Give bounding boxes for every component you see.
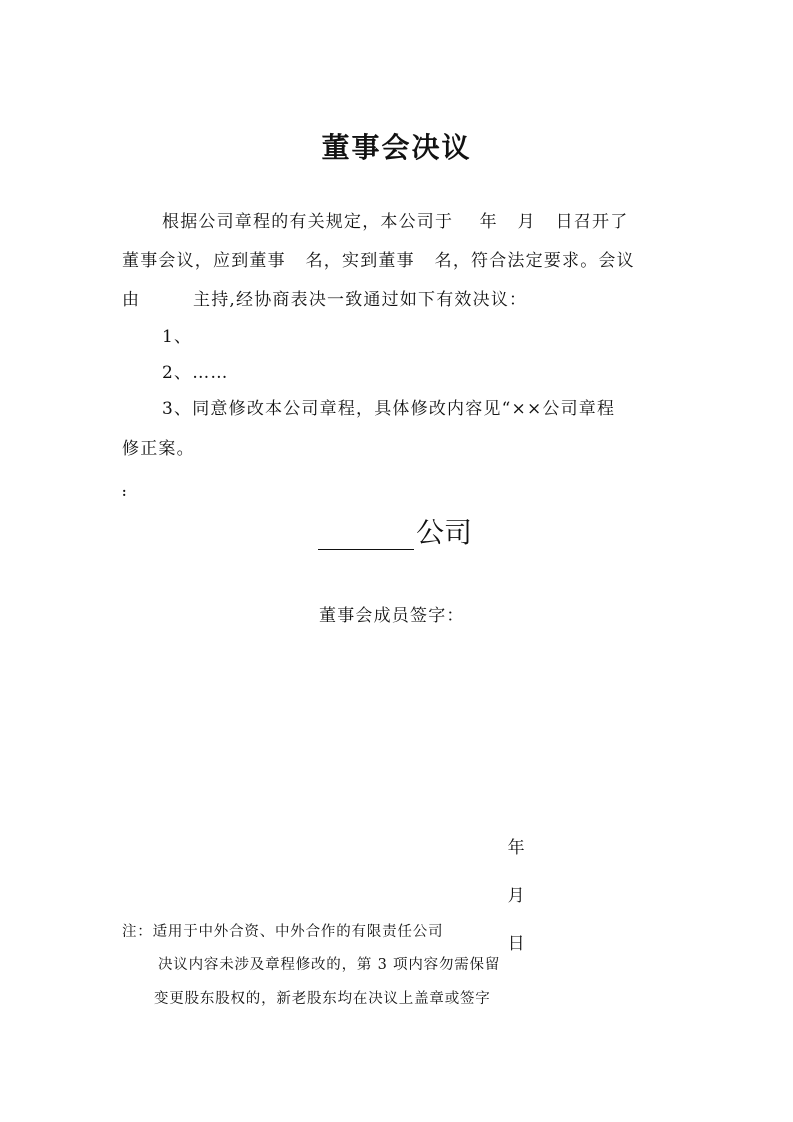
date-day: 日 <box>507 934 525 954</box>
resolution-item-3-line-2: 修正案。 <box>122 439 195 459</box>
paragraph-line-2: 董事会议，应到董事 名，实到董事 名，符合法定要求。会议 <box>122 251 635 271</box>
resolution-item-2: 2、…… <box>162 363 229 383</box>
note-line-2: 决议内容未涉及章程修改的，第 3 项内容勿需保留 <box>158 957 501 973</box>
date-month: 月 <box>507 886 525 906</box>
resolution-item-3-line-1: 3、同意修改本公司章程，具体修改内容见“××公司章程 <box>162 399 616 419</box>
company-name-line <box>318 514 472 550</box>
note-line-3: 变更股东股权的，新老股东均在决议上盖章或签字 <box>154 991 491 1007</box>
company-name-blank <box>318 517 414 550</box>
note-line-1: 注：适用于中外合资、中外合作的有限责任公司 <box>122 924 444 940</box>
paragraph-line-3: 由 主持,经协商表决一致通过如下有效决议： <box>122 290 528 310</box>
resolution-item-1: 1、 <box>162 327 193 347</box>
signers-label: 董事会成员签字： <box>319 606 465 626</box>
paragraph-line-1: 根据公司章程的有关规定，本公司于 年 月 日召开了 <box>162 212 629 232</box>
date-year: 年 <box>507 838 525 858</box>
document-title: 董事会决议 <box>321 131 472 164</box>
company-suffix: 公司 <box>416 516 473 549</box>
stray-mark: : <box>122 485 127 499</box>
